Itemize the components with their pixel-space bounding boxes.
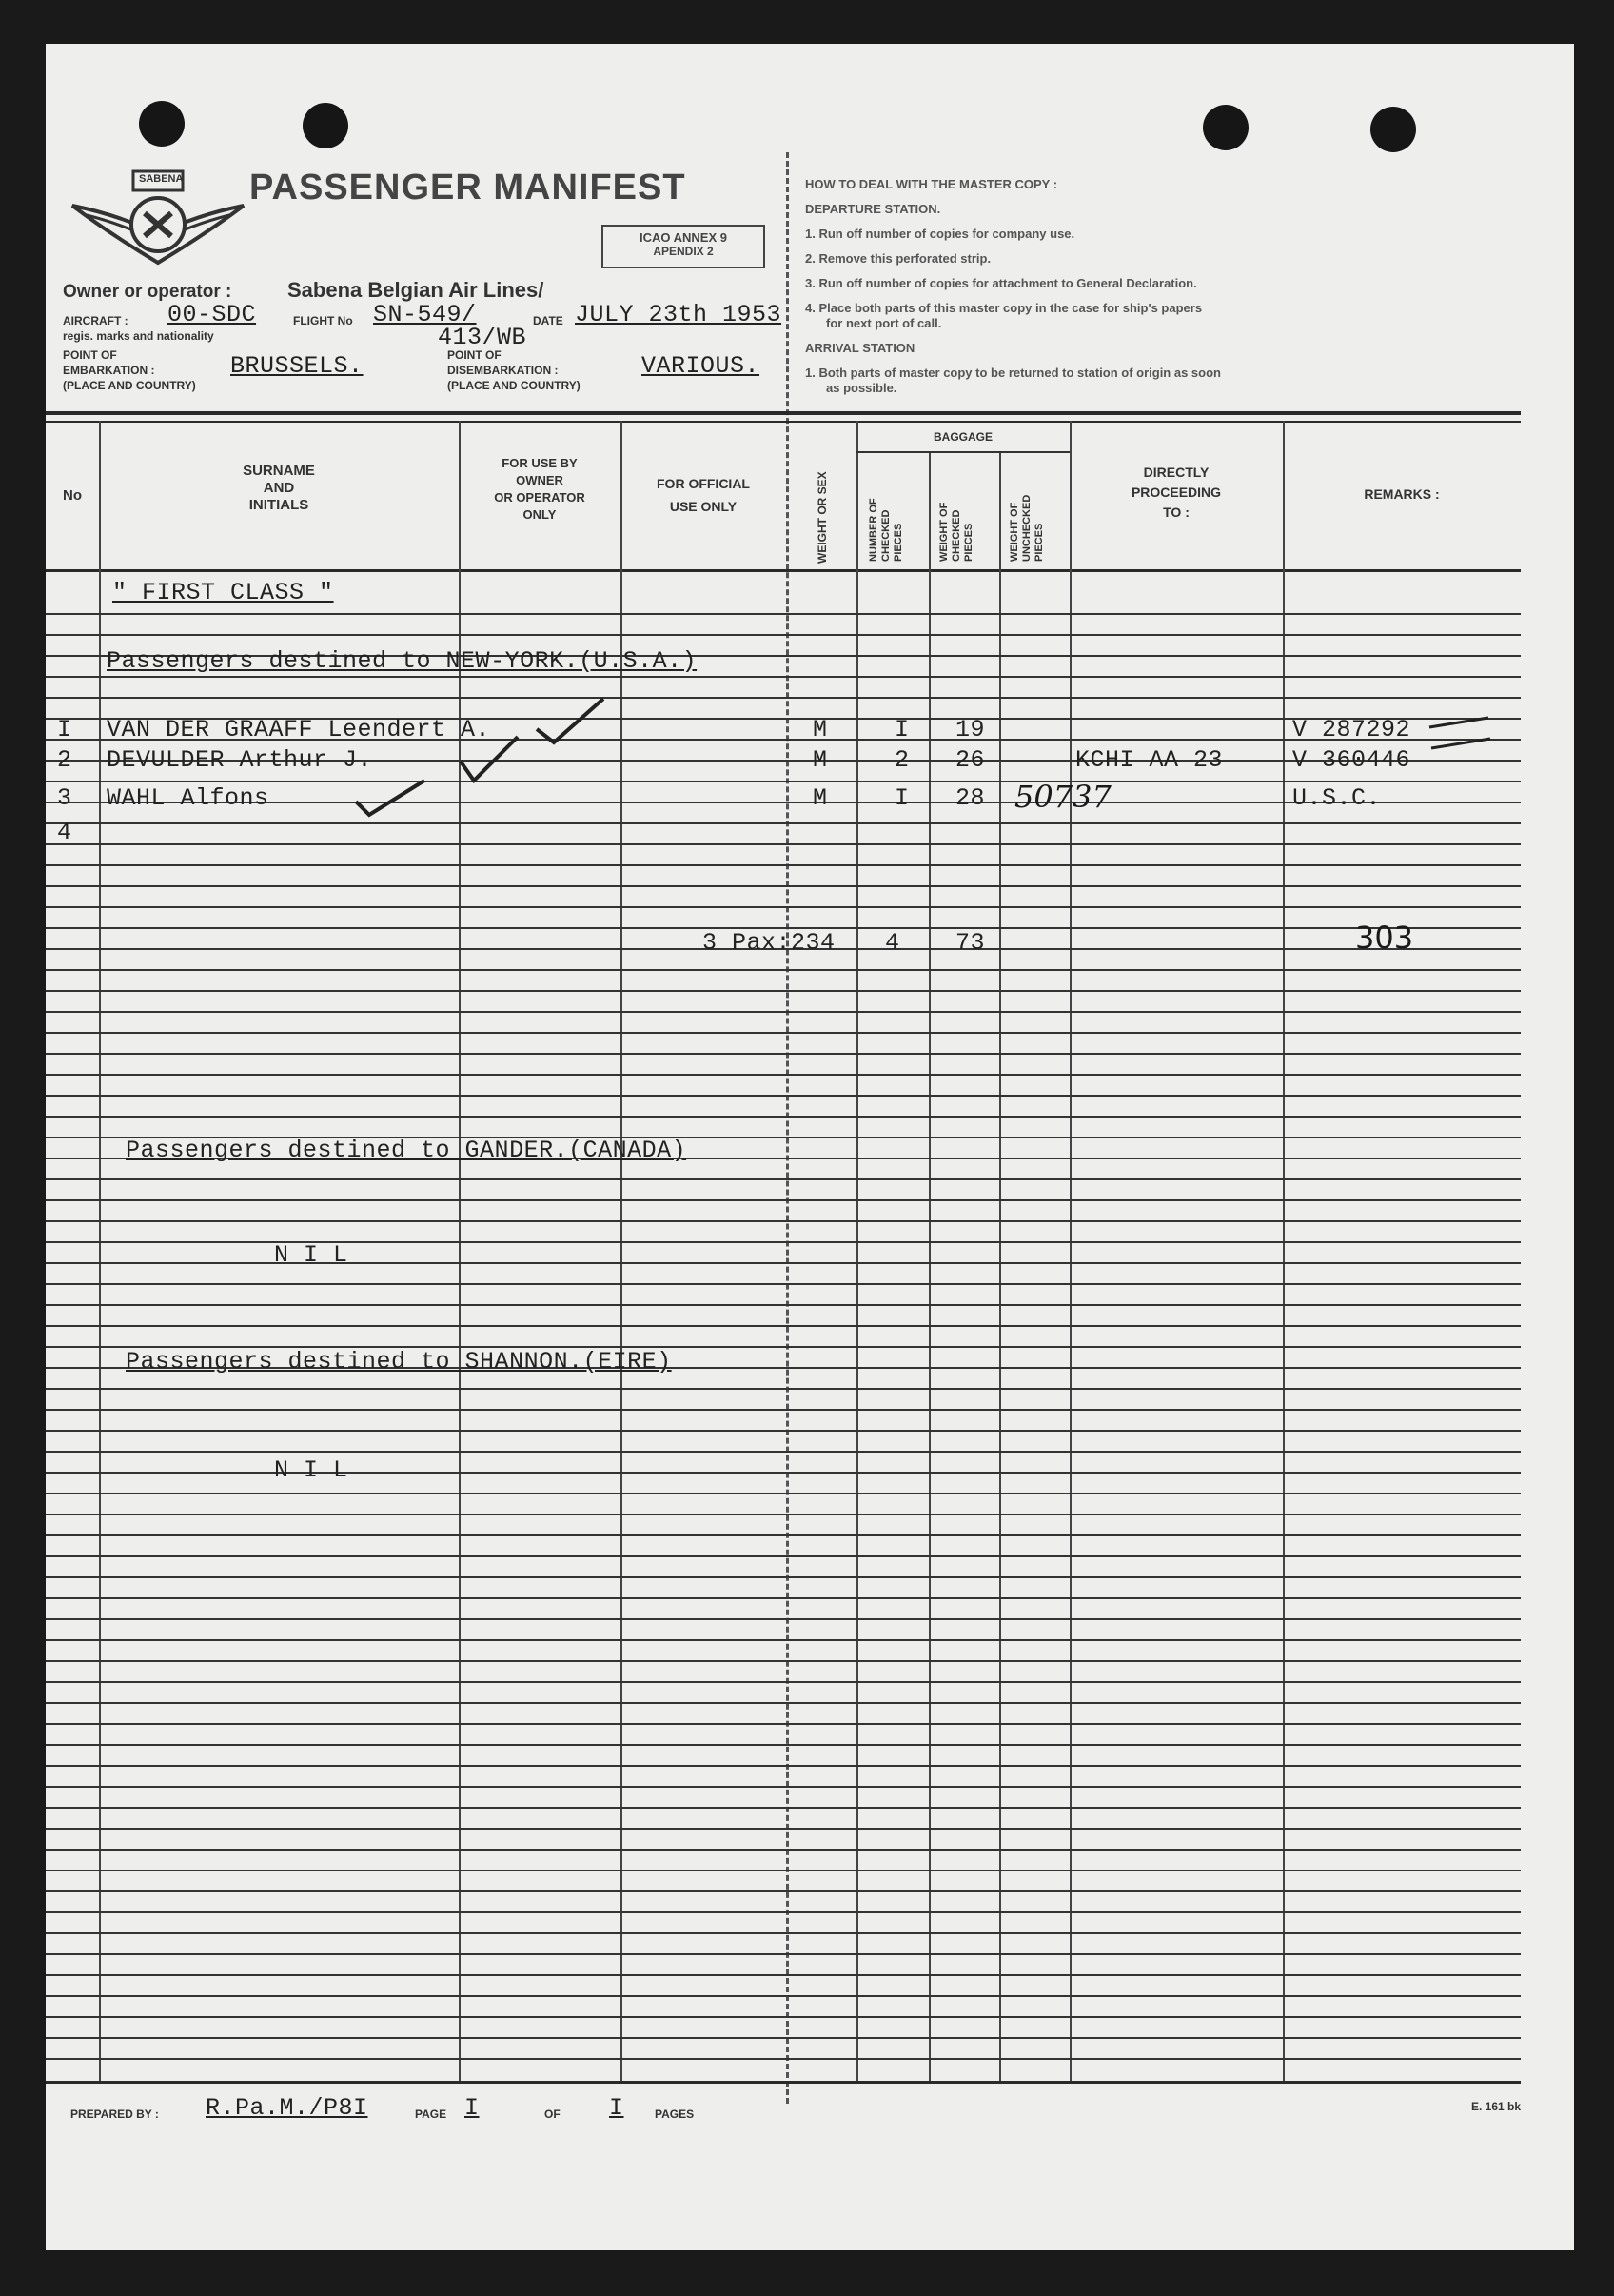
- ruled-line: [46, 1618, 1521, 1620]
- ruled-line: [46, 1388, 1521, 1390]
- column-divider: [1283, 421, 1285, 2081]
- instruction-item: for next port of call.: [826, 316, 942, 330]
- arrival-station: ARRIVAL STATION: [805, 341, 915, 355]
- icao-annex-line1: ICAO ANNEX 9: [640, 230, 727, 245]
- ruled-line: [46, 1786, 1521, 1788]
- page-value: I: [464, 2094, 480, 2122]
- ruled-line: [46, 1032, 1521, 1034]
- ruled-line: [46, 1953, 1521, 1955]
- ruled-line: [46, 864, 1521, 866]
- ruled-line: [46, 1178, 1521, 1180]
- passenger-pieces: 2: [895, 746, 910, 774]
- ruled-line: [46, 1241, 1521, 1243]
- passenger-sex: M: [813, 716, 828, 743]
- ruled-line: [46, 1472, 1521, 1474]
- instruction-item: 1. Run off number of copies for company use.: [805, 227, 1075, 241]
- ruled-line: [46, 1451, 1521, 1453]
- ruled-line: [46, 1744, 1521, 1746]
- column-surname: SURNAME AND INITIALS: [243, 463, 315, 513]
- column-divider: [1070, 421, 1072, 2081]
- instruction-item: 3. Run off number of copies for attachment to General Declaration.: [805, 276, 1197, 290]
- embarkation-value: BRUSSELS.: [230, 352, 364, 380]
- passenger-remarks: V 287292: [1292, 716, 1411, 743]
- ruled-line: [46, 1870, 1521, 1871]
- embarkation-label-1: POINT OF: [63, 348, 117, 362]
- ruled-line: [46, 676, 1521, 678]
- ruled-line: [46, 906, 1521, 908]
- ruled-line: [46, 1325, 1521, 1327]
- pages-label: PAGES: [655, 2108, 695, 2121]
- column-baggage: BAGGAGE: [933, 430, 993, 444]
- ruled-line: [46, 1074, 1521, 1076]
- header-bottom-border: [46, 569, 1521, 572]
- ruled-line: [46, 1681, 1521, 1683]
- owner-label: Owner or operator :: [63, 282, 232, 302]
- icao-annex-box: [601, 225, 765, 268]
- column-weight-sex: WEIGHT OR SEX: [816, 471, 829, 564]
- tick-mark-icon: [1427, 714, 1494, 757]
- passenger-name: DEVULDER Arthur J.: [107, 746, 373, 774]
- prepared-by-value: R.Pa.M./P8I: [206, 2094, 368, 2122]
- column-remarks: REMARKS :: [1364, 486, 1440, 502]
- passenger-number: 2: [57, 746, 72, 774]
- passenger-name: VAN DER GRAAFF Leendert A.: [107, 716, 491, 743]
- table-bottom-border: [46, 2081, 1521, 2084]
- passenger-weight: 28: [955, 784, 986, 812]
- destination-shannon: Passengers destined to SHANNON.(EIRE): [126, 1348, 672, 1376]
- passenger-name: WAHL Alfons: [107, 784, 269, 812]
- of-value: I: [609, 2094, 624, 2122]
- ruled-line: [46, 2016, 1521, 2018]
- ruled-line: [46, 1890, 1521, 1892]
- checkmark-icon: [533, 693, 609, 755]
- handwritten-note: 50737: [1014, 779, 1112, 815]
- ruled-line: [46, 697, 1521, 699]
- ruled-line: [46, 843, 1521, 845]
- column-divider: [99, 421, 101, 2081]
- table-top-border: [46, 411, 1521, 415]
- ruled-line: [46, 1723, 1521, 1725]
- passenger-weight: 26: [955, 746, 986, 774]
- totals-pieces: 4: [885, 929, 900, 957]
- passenger-sex: M: [813, 784, 828, 812]
- ruled-line: [46, 1053, 1521, 1055]
- passenger-directly: KCHI AA 23: [1075, 746, 1224, 774]
- passenger-weight: 19: [955, 716, 986, 743]
- instruction-item: 2. Remove this perforated strip.: [805, 251, 992, 266]
- arrival-item: 1. Both parts of master copy to be returned to station of origin as soon: [805, 366, 1221, 380]
- page-label: PAGE: [415, 2108, 447, 2121]
- perforation-line: [786, 152, 789, 2104]
- passenger-sex: M: [813, 746, 828, 774]
- date-label: DATE: [533, 314, 563, 327]
- date-value: JULY 23th 1953: [575, 301, 782, 328]
- disembarkation-label-2: DISEMBARKATION :: [447, 364, 559, 377]
- flight-label: FLIGHT No: [293, 314, 353, 327]
- column-official-use: FOR OFFICIAL USE ONLY: [657, 476, 750, 514]
- totals-weight: 73: [955, 929, 986, 957]
- ruled-line: [46, 1304, 1521, 1306]
- ruled-line: [46, 1849, 1521, 1851]
- ruled-line: [46, 1283, 1521, 1285]
- passenger-remarks: U.S.C.: [1292, 784, 1382, 812]
- ruled-line: [46, 1597, 1521, 1599]
- ruled-line: [46, 822, 1521, 824]
- column-unchecked-weight: WEIGHT OF UNCHECKED PIECES: [1009, 494, 1045, 562]
- disembarkation-label-1: POINT OF: [447, 348, 502, 362]
- ruled-line: [46, 1932, 1521, 1934]
- column-no: No: [63, 487, 82, 504]
- ruled-line: [46, 1534, 1521, 1536]
- form-code: E. 161 bk: [1471, 2100, 1522, 2113]
- passenger-pieces: I: [895, 784, 910, 812]
- ruled-line: [46, 1116, 1521, 1118]
- punch-hole: [139, 101, 185, 147]
- baggage-group-line: [856, 451, 1070, 453]
- arrival-item: as possible.: [826, 381, 897, 395]
- flight-value: SN-549/: [373, 301, 477, 328]
- ruled-line: [46, 1199, 1521, 1201]
- column-owner-use: FOR USE BY OWNER OR OPERATOR ONLY: [494, 456, 585, 522]
- totals-label: 3 Pax:234: [702, 929, 836, 957]
- nil-gander: N I L: [274, 1241, 348, 1269]
- aircraft-sublabel: regis. marks and nationality: [63, 329, 214, 343]
- column-checked-weight: WEIGHT OF CHECKED PIECES: [938, 502, 974, 562]
- ruled-line: [46, 969, 1521, 971]
- ruled-line: [46, 634, 1521, 636]
- ruled-line: [46, 1639, 1521, 1641]
- instruction-item: 4. Place both parts of this master copy in the case for ship's papers: [805, 301, 1203, 315]
- logo-text: SABENA: [139, 173, 184, 185]
- ruled-line: [46, 613, 1521, 615]
- embarkation-sublabel: (PLACE AND COUNTRY): [63, 379, 196, 392]
- ruled-line: [46, 1514, 1521, 1515]
- punch-hole: [303, 103, 348, 148]
- ruled-line: [46, 1828, 1521, 1830]
- ruled-line: [46, 1702, 1521, 1704]
- icao-annex-line2: APENDIX 2: [653, 245, 714, 258]
- ruled-line: [46, 1765, 1521, 1767]
- first-class-heading: " FIRST CLASS ": [112, 579, 334, 606]
- disembarkation-value: VARIOUS.: [641, 352, 760, 380]
- instructions-heading: HOW TO DEAL WITH THE MASTER COPY :: [805, 177, 1058, 191]
- ruled-line: [46, 2037, 1521, 2039]
- ruled-line: [46, 2058, 1521, 2060]
- ruled-line: [46, 1095, 1521, 1097]
- punch-hole: [1203, 105, 1249, 150]
- form-title: PASSENGER MANIFEST: [249, 168, 686, 208]
- owner-value: Sabena Belgian Air Lines/: [287, 278, 544, 302]
- ruled-line: [46, 1011, 1521, 1013]
- nil-shannon: N I L: [274, 1456, 348, 1484]
- checkmark-icon: [457, 733, 523, 795]
- punch-hole: [1370, 107, 1416, 152]
- aircraft-label: AIRCRAFT :: [63, 314, 128, 327]
- ruled-line: [46, 1409, 1521, 1411]
- passenger-number: 4: [57, 819, 72, 846]
- passenger-pieces: I: [895, 716, 910, 743]
- ruled-line: [46, 1995, 1521, 1997]
- passenger-number: I: [57, 716, 72, 743]
- ruled-line: [46, 1430, 1521, 1432]
- ruled-line: [46, 1911, 1521, 1913]
- aircraft-value: 00-SDC: [167, 301, 257, 328]
- column-checked-pieces: NUMBER OF CHECKED PIECES: [868, 498, 904, 562]
- ruled-line: [46, 1807, 1521, 1809]
- table-top-border: [46, 421, 1521, 423]
- ruled-line: [46, 1576, 1521, 1578]
- ruled-line: [46, 1493, 1521, 1494]
- disembarkation-sublabel: (PLACE AND COUNTRY): [447, 379, 581, 392]
- destination-new-york: Passengers destined to NEW-YORK.(U.S.A.): [107, 647, 698, 675]
- column-directly-proceeding: DIRECTLY PROCEEDING TO :: [1131, 465, 1222, 520]
- passenger-remarks: V 360446: [1292, 746, 1411, 774]
- ruled-line: [46, 1660, 1521, 1662]
- ruled-line: [46, 990, 1521, 992]
- flight-value-2: 413/WB: [438, 324, 527, 351]
- ruled-line: [46, 1974, 1521, 1976]
- ruled-line: [46, 885, 1521, 887]
- embarkation-label-2: EMBARKATION :: [63, 364, 155, 377]
- column-divider: [856, 421, 858, 2081]
- ruled-line: [46, 1262, 1521, 1264]
- departure-station: DEPARTURE STATION.: [805, 202, 941, 216]
- ruled-line: [46, 1555, 1521, 1557]
- passenger-number: 3: [57, 784, 72, 812]
- prepared-by-label: PREPARED BY :: [70, 2108, 159, 2121]
- totals-remarks: 303: [1355, 920, 1414, 956]
- ruled-line: [46, 1220, 1521, 1222]
- of-label: OF: [544, 2108, 561, 2121]
- destination-gander: Passengers destined to GANDER.(CANADA): [126, 1137, 687, 1164]
- ruled-line: [46, 781, 1521, 782]
- checkmark-icon: [352, 773, 428, 825]
